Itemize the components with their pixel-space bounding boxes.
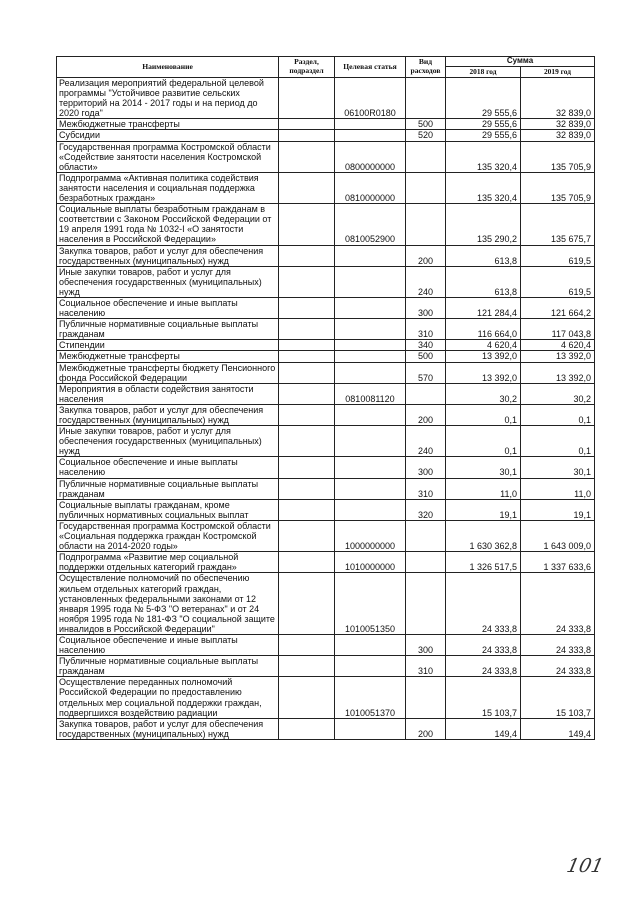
row-expense-kind: 340 bbox=[406, 340, 446, 351]
row-expense-kind: 200 bbox=[406, 245, 446, 266]
row-sum-2019: 32 839,0 bbox=[521, 119, 595, 130]
row-sum-2018: 13 392,0 bbox=[446, 362, 521, 383]
row-expense-kind: 240 bbox=[406, 266, 446, 297]
row-expense-kind bbox=[406, 172, 446, 203]
row-name: Закупка товаров, работ и услуг для обеспечения государственных (муниципальных) нужд bbox=[57, 718, 279, 739]
row-sum-2019: 619,5 bbox=[521, 266, 595, 297]
header-2018: 2018 год bbox=[446, 67, 521, 78]
row-expense-kind bbox=[406, 520, 446, 551]
row-sum-2018: 4 620,4 bbox=[446, 340, 521, 351]
row-section bbox=[279, 245, 335, 266]
row-section bbox=[279, 478, 335, 499]
row-sum-2018: 135 290,2 bbox=[446, 204, 521, 245]
row-section bbox=[279, 677, 335, 718]
row-section bbox=[279, 362, 335, 383]
table-row bbox=[57, 141, 595, 172]
table-row bbox=[57, 297, 595, 318]
table-row bbox=[57, 404, 595, 425]
row-target-code: 1010051350 bbox=[335, 573, 406, 635]
row-name: Социальные выплаты безработным гражданам в соответствии с Законом Российской Федерации от 19 апреля 1991 года № 1032-I «О занятости населения в Российской Федерации» bbox=[57, 204, 279, 245]
row-sum-2019: 135 705,9 bbox=[521, 172, 595, 203]
row-sum-2019: 1 337 633,6 bbox=[521, 552, 595, 573]
row-name: Субсидии bbox=[57, 130, 279, 141]
page-number: 101 bbox=[564, 855, 606, 877]
row-sum-2019: 15 103,7 bbox=[521, 677, 595, 718]
row-name: Межбюджетные трансферты бюджету Пенсионного фонда Российской Федерации bbox=[57, 362, 279, 383]
table-row bbox=[57, 78, 595, 119]
row-target-code: 1010000000 bbox=[335, 552, 406, 573]
row-target-code bbox=[335, 266, 406, 297]
row-target-code bbox=[335, 426, 406, 457]
table-row bbox=[57, 718, 595, 739]
row-expense-kind: 300 bbox=[406, 634, 446, 655]
row-expense-kind bbox=[406, 141, 446, 172]
row-name: Межбюджетные трансферты bbox=[57, 351, 279, 362]
header-target: Целевая статья bbox=[335, 57, 406, 78]
row-sum-2019: 619,5 bbox=[521, 245, 595, 266]
row-sum-2018: 135 320,4 bbox=[446, 141, 521, 172]
row-sum-2018: 24 333,8 bbox=[446, 656, 521, 677]
row-sum-2019: 32 839,0 bbox=[521, 78, 595, 119]
row-expense-kind: 200 bbox=[406, 404, 446, 425]
row-name: Социальное обеспечение и иные выплаты населению bbox=[57, 457, 279, 478]
row-sum-2018: 30,1 bbox=[446, 457, 521, 478]
row-name: Публичные нормативные социальные выплаты гражданам bbox=[57, 319, 279, 340]
row-section bbox=[279, 130, 335, 141]
row-section bbox=[279, 78, 335, 119]
row-name: Социальное обеспечение и иные выплаты населению bbox=[57, 634, 279, 655]
row-sum-2018: 121 284,4 bbox=[446, 297, 521, 318]
table-row bbox=[57, 426, 595, 457]
row-name: Мероприятия в области содействия занятости населения bbox=[57, 383, 279, 404]
row-section bbox=[279, 718, 335, 739]
row-name: Иные закупки товаров, работ и услуг для обеспечения государственных (муниципальных) нужд bbox=[57, 426, 279, 457]
row-name: Реализация мероприятий федеральной целевой программы "Устойчивое развитие сельских территорий на 2014 - 2017 годы и на период до 2020 года" bbox=[57, 78, 279, 119]
row-section bbox=[279, 634, 335, 655]
header-sum: Сумма bbox=[446, 57, 595, 67]
row-target-code: 0810052900 bbox=[335, 204, 406, 245]
row-section bbox=[279, 297, 335, 318]
row-sum-2018: 24 333,8 bbox=[446, 573, 521, 635]
row-sum-2018: 24 333,8 bbox=[446, 634, 521, 655]
row-expense-kind bbox=[406, 552, 446, 573]
row-name: Закупка товаров, работ и услуг для обеспечения государственных (муниципальных) нужд bbox=[57, 245, 279, 266]
row-target-code bbox=[335, 119, 406, 130]
table-row bbox=[57, 383, 595, 404]
row-sum-2018: 613,8 bbox=[446, 266, 521, 297]
row-sum-2018: 0,1 bbox=[446, 404, 521, 425]
table-row bbox=[57, 266, 595, 297]
row-sum-2019: 149,4 bbox=[521, 718, 595, 739]
row-target-code bbox=[335, 634, 406, 655]
table-row bbox=[57, 245, 595, 266]
row-expense-kind bbox=[406, 677, 446, 718]
row-target-code bbox=[335, 656, 406, 677]
row-sum-2018: 29 555,6 bbox=[446, 130, 521, 141]
row-section bbox=[279, 340, 335, 351]
row-expense-kind: 240 bbox=[406, 426, 446, 457]
row-name: Осуществление полномочий по обеспечению жильем отдельных категорий граждан, установленных федеральными законами от 12 января 1995 года № 5-ФЗ "О ветеранах" и от 24 ноября 1995 года № 181-ФЗ "О социальной защите инвалидов в Российской Федерации" bbox=[57, 573, 279, 635]
row-section bbox=[279, 172, 335, 203]
row-target-code: 0810081120 bbox=[335, 383, 406, 404]
table-row bbox=[57, 457, 595, 478]
row-target-code bbox=[335, 499, 406, 520]
table-row bbox=[57, 351, 595, 362]
row-section bbox=[279, 520, 335, 551]
row-sum-2019: 32 839,0 bbox=[521, 130, 595, 141]
row-sum-2018: 19,1 bbox=[446, 499, 521, 520]
table-row bbox=[57, 362, 595, 383]
row-sum-2019: 30,1 bbox=[521, 457, 595, 478]
row-target-code bbox=[335, 297, 406, 318]
row-sum-2018: 29 555,6 bbox=[446, 78, 521, 119]
row-expense-kind bbox=[406, 383, 446, 404]
row-sum-2018: 29 555,6 bbox=[446, 119, 521, 130]
row-sum-2019: 13 392,0 bbox=[521, 362, 595, 383]
row-sum-2019: 1 643 009,0 bbox=[521, 520, 595, 551]
header-name: Наименование bbox=[57, 57, 279, 78]
table-row bbox=[57, 520, 595, 551]
row-target-code bbox=[335, 340, 406, 351]
row-section bbox=[279, 204, 335, 245]
row-target-code bbox=[335, 319, 406, 340]
row-expense-kind: 300 bbox=[406, 297, 446, 318]
row-name: Публичные нормативные социальные выплаты гражданам bbox=[57, 656, 279, 677]
row-section bbox=[279, 351, 335, 362]
row-name: Подпрограмма «Активная политика содействия занятости населения и социальная поддержка безработных граждан» bbox=[57, 172, 279, 203]
row-section bbox=[279, 426, 335, 457]
row-expense-kind bbox=[406, 204, 446, 245]
row-target-code: 0800000000 bbox=[335, 141, 406, 172]
budget-table-container bbox=[56, 56, 594, 740]
row-sum-2019: 24 333,8 bbox=[521, 634, 595, 655]
row-name: Осуществление переданных полномочий Российской Федерации по предоставлению отдельных мер социальной поддержки граждан, подвергшихся воздействию радиации bbox=[57, 677, 279, 718]
row-section bbox=[279, 319, 335, 340]
row-section bbox=[279, 119, 335, 130]
row-sum-2018: 1 630 362,8 bbox=[446, 520, 521, 551]
row-section bbox=[279, 266, 335, 297]
row-target-code bbox=[335, 351, 406, 362]
table-row bbox=[57, 119, 595, 130]
row-name: Государственная программа Костромской области «Социальная поддержка граждан Костромской области на 2014-2020 годы» bbox=[57, 520, 279, 551]
row-sum-2019: 4 620,4 bbox=[521, 340, 595, 351]
row-target-code bbox=[335, 718, 406, 739]
row-sum-2018: 0,1 bbox=[446, 426, 521, 457]
row-target-code bbox=[335, 130, 406, 141]
row-section bbox=[279, 499, 335, 520]
row-expense-kind: 520 bbox=[406, 130, 446, 141]
row-expense-kind: 310 bbox=[406, 319, 446, 340]
row-target-code bbox=[335, 404, 406, 425]
row-name: Публичные нормативные социальные выплаты гражданам bbox=[57, 478, 279, 499]
row-sum-2019: 121 664,2 bbox=[521, 297, 595, 318]
table-row bbox=[57, 478, 595, 499]
row-sum-2019: 0,1 bbox=[521, 426, 595, 457]
row-sum-2018: 135 320,4 bbox=[446, 172, 521, 203]
row-name: Иные закупки товаров, работ и услуг для обеспечения государственных (муниципальных) нужд bbox=[57, 266, 279, 297]
row-sum-2019: 30,2 bbox=[521, 383, 595, 404]
table-row bbox=[57, 552, 595, 573]
table-row bbox=[57, 204, 595, 245]
table-row bbox=[57, 656, 595, 677]
table-row bbox=[57, 340, 595, 351]
row-sum-2019: 19,1 bbox=[521, 499, 595, 520]
row-target-code bbox=[335, 245, 406, 266]
row-sum-2019: 11,0 bbox=[521, 478, 595, 499]
row-section bbox=[279, 404, 335, 425]
row-expense-kind: 310 bbox=[406, 478, 446, 499]
table-row bbox=[57, 499, 595, 520]
row-expense-kind: 500 bbox=[406, 119, 446, 130]
row-section bbox=[279, 656, 335, 677]
row-sum-2019: 0,1 bbox=[521, 404, 595, 425]
row-name: Социальные выплаты гражданам, кроме публичных нормативных социальных выплат bbox=[57, 499, 279, 520]
row-sum-2018: 613,8 bbox=[446, 245, 521, 266]
row-target-code: 1010051370 bbox=[335, 677, 406, 718]
row-section bbox=[279, 383, 335, 404]
header-section: Раздел, подраздел bbox=[279, 57, 335, 78]
row-section bbox=[279, 457, 335, 478]
row-sum-2018: 11,0 bbox=[446, 478, 521, 499]
row-sum-2018: 15 103,7 bbox=[446, 677, 521, 718]
row-sum-2018: 30,2 bbox=[446, 383, 521, 404]
row-name: Межбюджетные трансферты bbox=[57, 119, 279, 130]
row-sum-2019: 24 333,8 bbox=[521, 656, 595, 677]
row-expense-kind: 300 bbox=[406, 457, 446, 478]
row-expense-kind: 570 bbox=[406, 362, 446, 383]
row-target-code: 06100R0180 bbox=[335, 78, 406, 119]
row-sum-2019: 135 705,9 bbox=[521, 141, 595, 172]
table-row bbox=[57, 319, 595, 340]
row-section bbox=[279, 552, 335, 573]
header-kind: Вид расходов bbox=[406, 57, 446, 78]
table-row bbox=[57, 172, 595, 203]
row-sum-2018: 116 664,0 bbox=[446, 319, 521, 340]
row-sum-2019: 24 333,8 bbox=[521, 573, 595, 635]
row-name: Стипендии bbox=[57, 340, 279, 351]
row-sum-2019: 135 675,7 bbox=[521, 204, 595, 245]
budget-table bbox=[56, 56, 595, 740]
row-sum-2018: 149,4 bbox=[446, 718, 521, 739]
row-expense-kind: 310 bbox=[406, 656, 446, 677]
row-section bbox=[279, 573, 335, 635]
row-target-code bbox=[335, 362, 406, 383]
table-row bbox=[57, 677, 595, 718]
row-expense-kind: 200 bbox=[406, 718, 446, 739]
row-section bbox=[279, 141, 335, 172]
row-expense-kind: 320 bbox=[406, 499, 446, 520]
row-name: Подпрограмма «Развитие мер социальной поддержки отдельных категорий граждан» bbox=[57, 552, 279, 573]
header-2019: 2019 год bbox=[521, 67, 595, 78]
row-target-code bbox=[335, 457, 406, 478]
row-target-code bbox=[335, 478, 406, 499]
row-sum-2018: 1 326 517,5 bbox=[446, 552, 521, 573]
row-sum-2019: 13 392,0 bbox=[521, 351, 595, 362]
row-target-code: 0810000000 bbox=[335, 172, 406, 203]
table-row bbox=[57, 130, 595, 141]
table-row bbox=[57, 634, 595, 655]
row-name: Государственная программа Костромской области «Содействие занятости населения Костромской области» bbox=[57, 141, 279, 172]
row-expense-kind bbox=[406, 573, 446, 635]
table-body bbox=[57, 78, 595, 740]
row-name: Социальное обеспечение и иные выплаты населению bbox=[57, 297, 279, 318]
row-expense-kind: 500 bbox=[406, 351, 446, 362]
row-expense-kind bbox=[406, 78, 446, 119]
row-name: Закупка товаров, работ и услуг для обеспечения государственных (муниципальных) нужд bbox=[57, 404, 279, 425]
row-target-code: 1000000000 bbox=[335, 520, 406, 551]
row-sum-2018: 13 392,0 bbox=[446, 351, 521, 362]
row-sum-2019: 117 043,8 bbox=[521, 319, 595, 340]
table-row bbox=[57, 573, 595, 635]
